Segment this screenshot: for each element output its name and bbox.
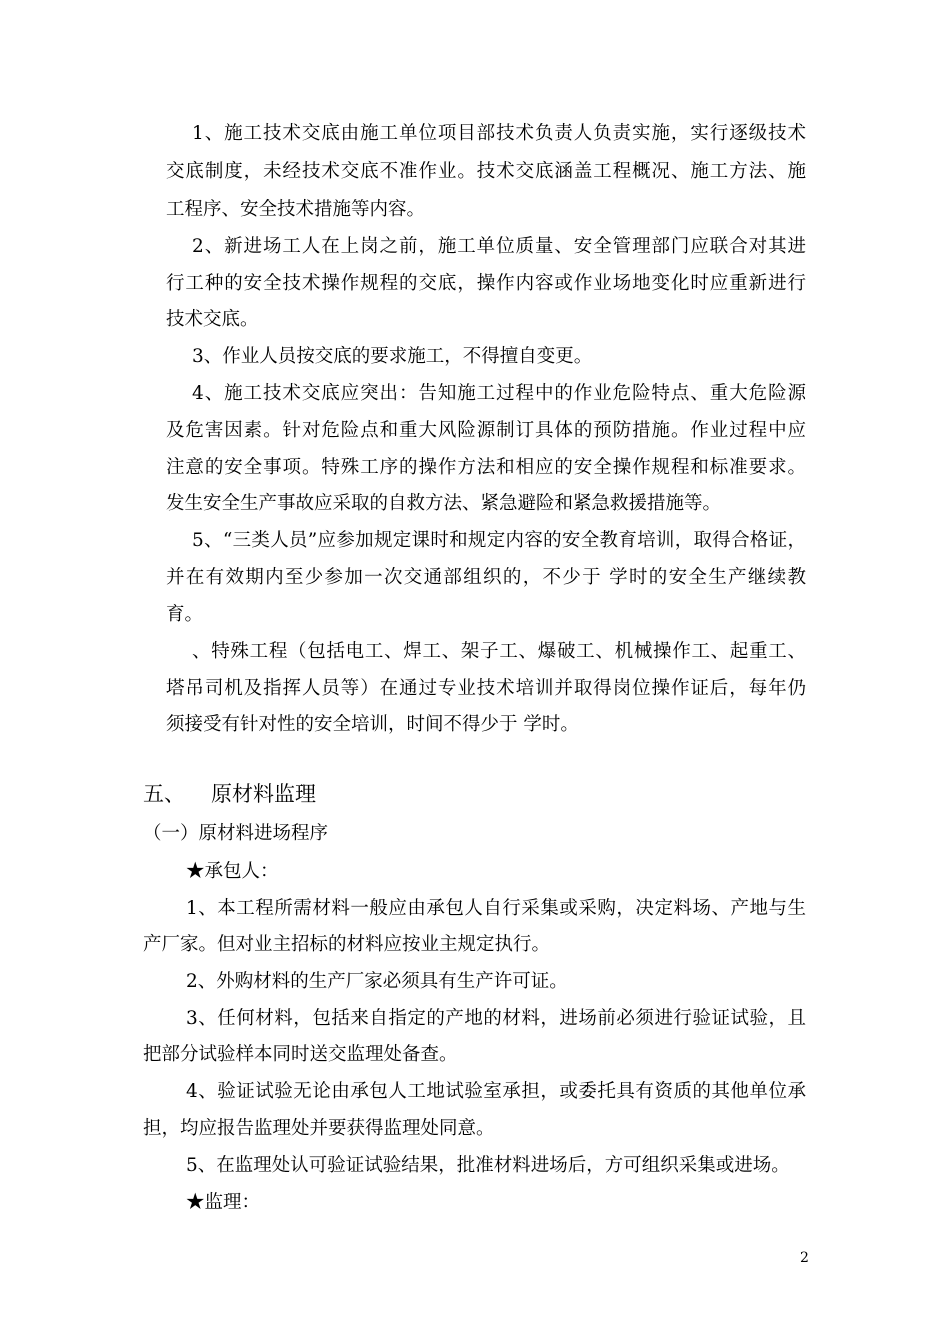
paragraph-line: 注意的安全事项。特殊工序的操作方法和相应的安全操作规程和标准要求。 xyxy=(166,457,806,478)
heading-number: 五、 xyxy=(143,782,185,806)
paragraph-line: 发生安全生产事故应采取的自救方法、紧急避险和紧急救援措施等。 xyxy=(166,493,722,514)
subheading: （一）原材料进场程序 xyxy=(143,823,329,844)
supervisor-label: ★监理： xyxy=(186,1192,261,1213)
heading-title: 原材料监理 xyxy=(211,782,316,806)
paragraph-line: 4、验证试验无论由承包人工地试验室承担，或委托具有资质的其他单位承 xyxy=(186,1081,806,1102)
paragraph-line: 产厂家。但对业主招标的材料应按业主规定执行。 xyxy=(143,934,551,955)
paragraph-line: 并在有效期内至少参加一次交通部组织的，不少于 学时的安全生产继续教 xyxy=(166,567,806,588)
paragraph-line: 1、施工技术交底由施工单位项目部技术负责人负责实施，实行逐级技术 xyxy=(192,123,806,144)
paragraph-line: 育。 xyxy=(166,604,204,625)
contractor-label: ★承包人： xyxy=(186,861,279,882)
paragraph-line: 1、本工程所需材料一般应由承包人自行采集或采购，决定料场、产地与生 xyxy=(186,898,806,919)
page-number: 2 xyxy=(800,1250,809,1266)
paragraph-line: 交底制度，未经技术交底不准作业。技术交底涵盖工程概况、施工方法、施 xyxy=(166,161,806,182)
paragraph-line: 4、施工技术交底应突出：告知施工过程中的作业危险特点、重大危险源 xyxy=(192,383,806,404)
paragraph-line: 5、“三类人员”应参加规定课时和规定内容的安全教育培训，取得合格证， xyxy=(192,530,806,551)
paragraph-line: 行工种的安全技术操作规程的交底，操作内容或作业场地变化时应重新进行 xyxy=(166,273,806,294)
paragraph-line: 须接受有针对性的安全培训，时间不得少于 学时。 xyxy=(166,714,579,735)
paragraph-line: 、特殊工程（包括电工、焊工、架子工、爆破工、机械操作工、起重工、 xyxy=(192,641,806,662)
paragraph-line: 5、在监理处认可验证试验结果，批准材料进场后，方可组织采集或进场。 xyxy=(186,1155,790,1176)
paragraph-line: 技术交底。 xyxy=(166,309,259,330)
paragraph-line: 担，均应报告监理处并要获得监理处同意。 xyxy=(143,1118,495,1139)
paragraph-line: 3、作业人员按交底的要求施工，不得擅自变更。 xyxy=(192,346,593,367)
paragraph-line: 工程序、安全技术措施等内容。 xyxy=(166,199,426,220)
paragraph-line: 2、外购材料的生产厂家必须具有生产许可证。 xyxy=(186,971,568,992)
section-heading xyxy=(143,780,316,808)
paragraph-line: 及危害因素。针对危险点和重大风险源制订具体的预防措施。作业过程中应 xyxy=(166,420,806,441)
paragraph-line: 塔吊司机及指挥人员等）在通过专业技术培训并取得岗位操作证后，每年仍 xyxy=(166,678,806,699)
paragraph-line: 3、任何材料，包括来自指定的产地的材料，进场前必须进行验证试验，且 xyxy=(186,1008,806,1029)
paragraph-line: 2、新进场工人在上岗之前，施工单位质量、安全管理部门应联合对其进 xyxy=(192,236,806,257)
paragraph-line: 把部分试验样本同时送交监理处备查。 xyxy=(143,1044,458,1065)
